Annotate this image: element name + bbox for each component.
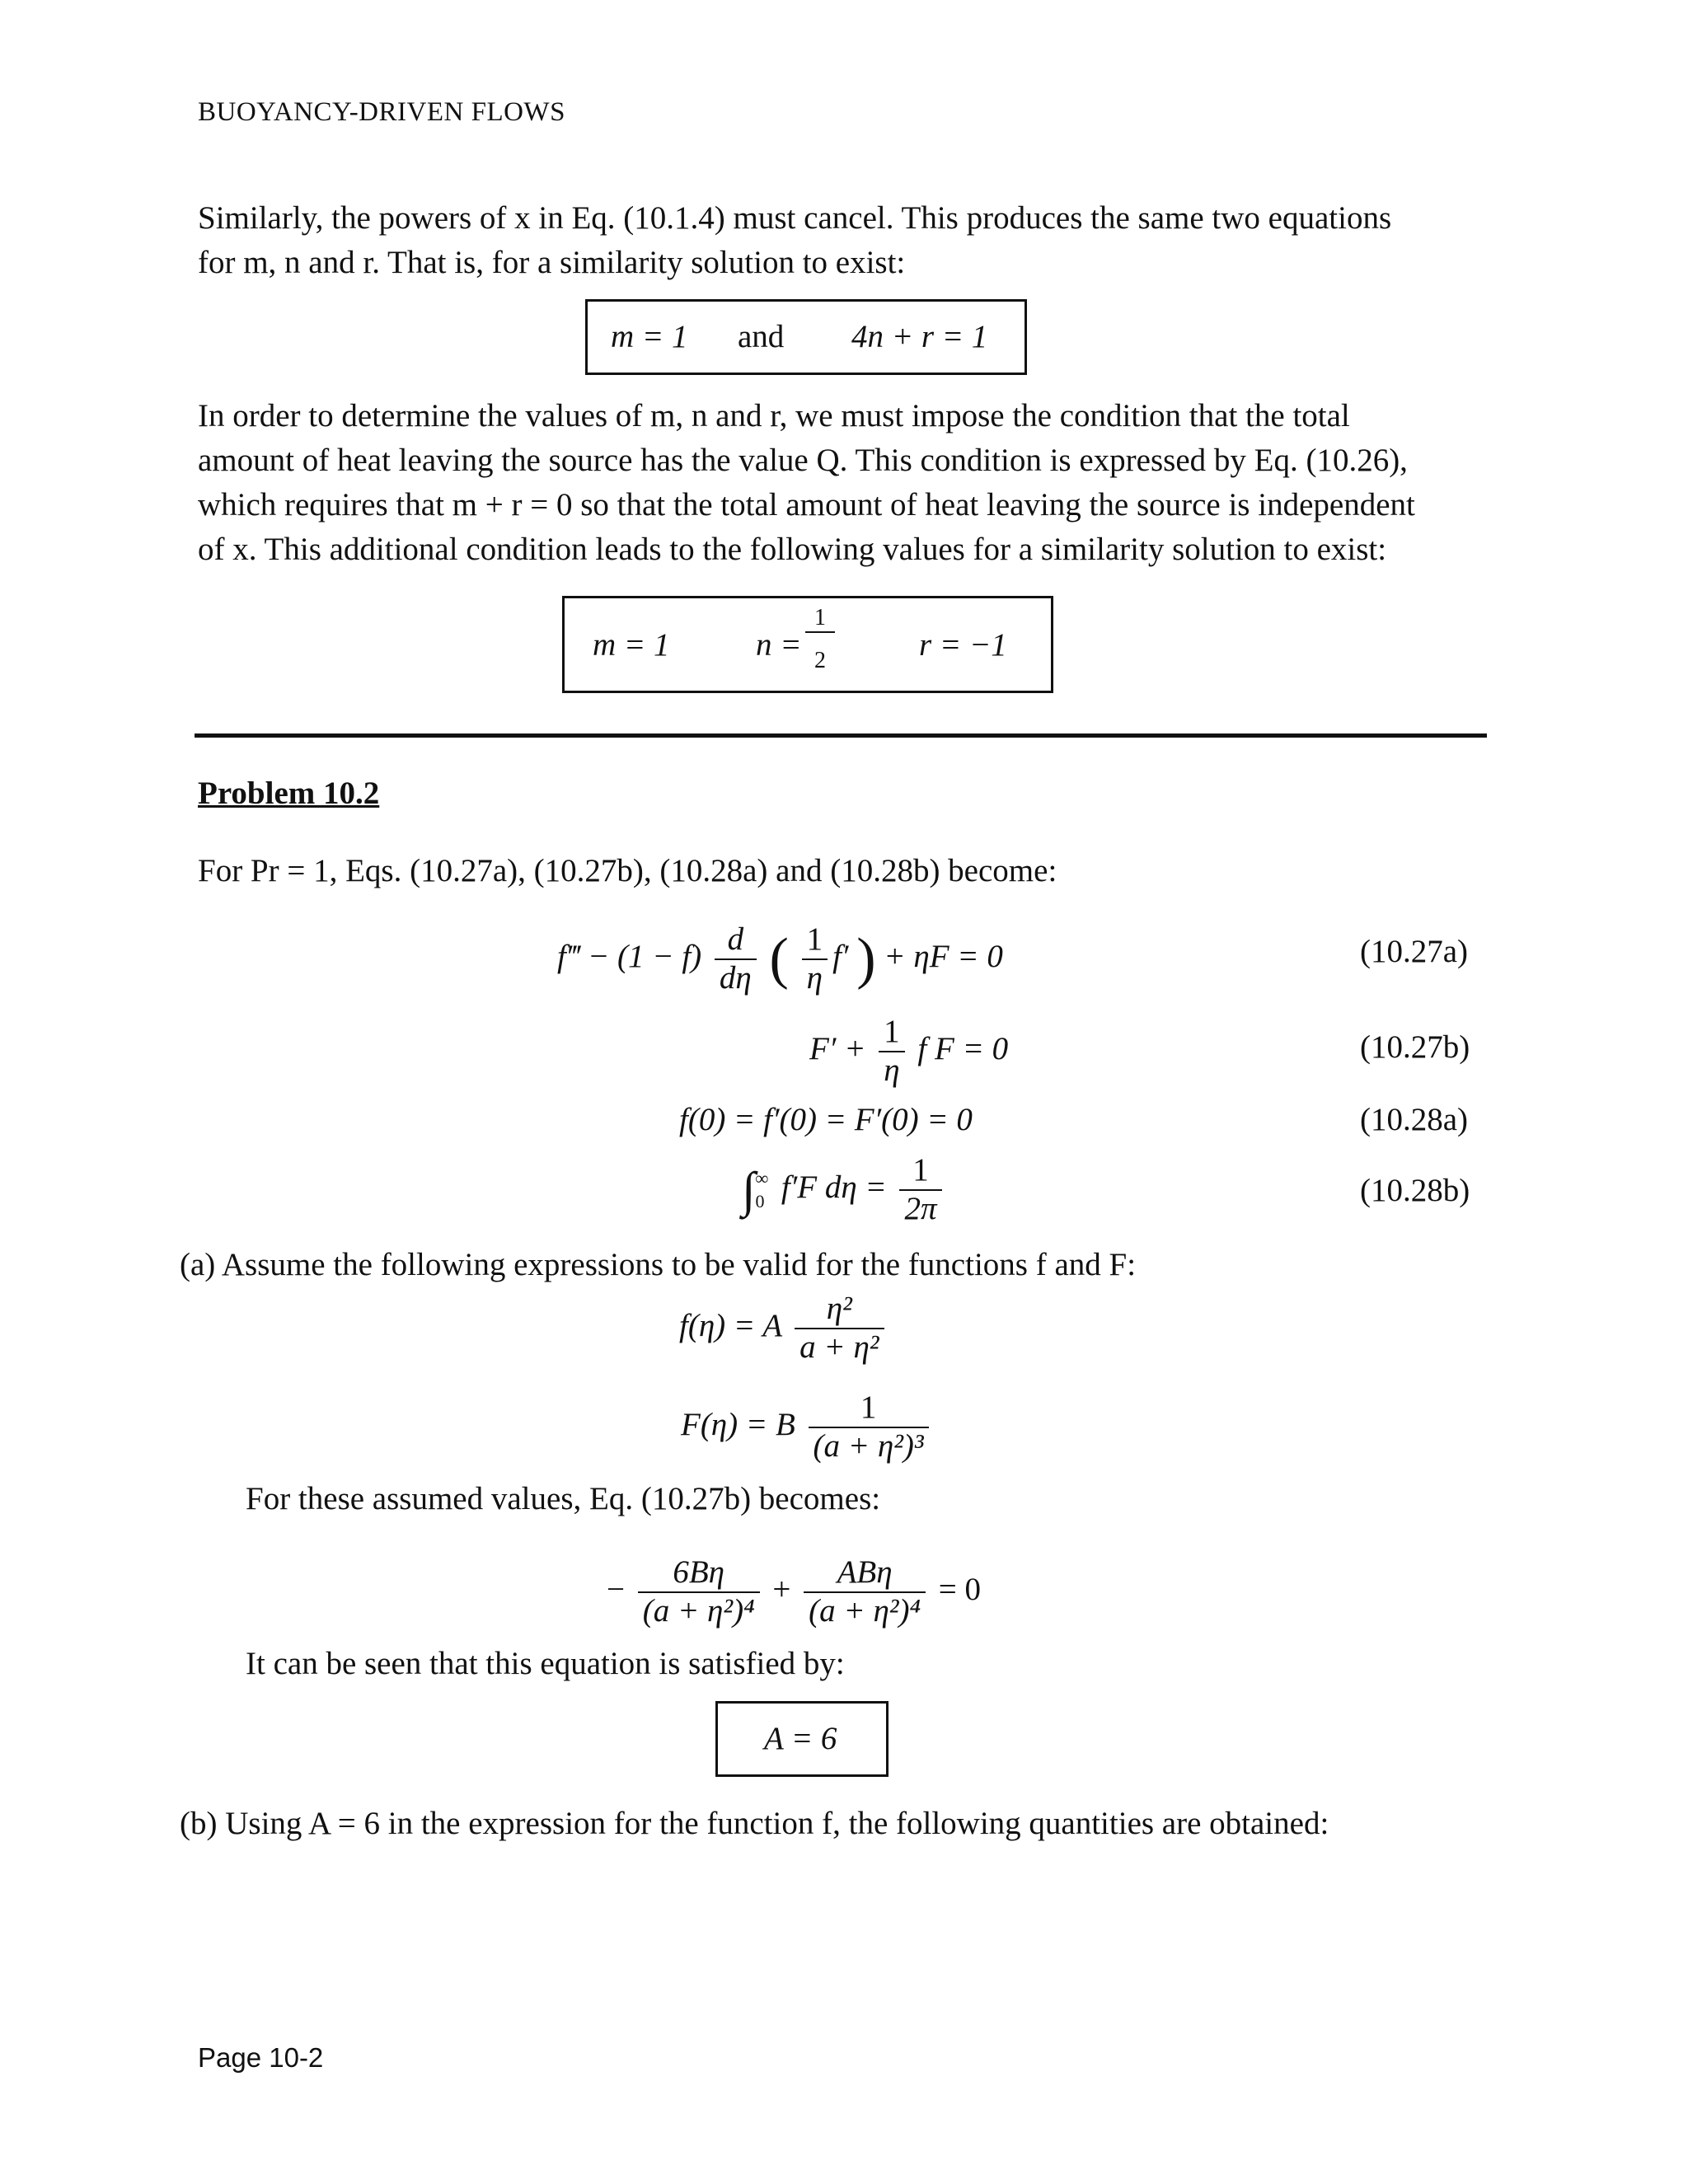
para1-line2: for m, n and r. That is, for a similarity solution to exist: bbox=[198, 245, 906, 280]
satisfied-text: It can be seen that this equation is satisfied by: bbox=[246, 1646, 845, 1681]
para2-line4: of x. This additional condition leads to the following values for a similarity solution to exist: bbox=[198, 532, 1387, 567]
paragraph-1 bbox=[198, 196, 1484, 285]
result-box-1 bbox=[585, 299, 1027, 375]
eq27a-lhs: f‴ − (1 − f) bbox=[557, 938, 702, 974]
section-divider bbox=[195, 733, 1487, 738]
result-box-2 bbox=[562, 596, 1053, 693]
one-over-two-pi: $\frac{1}{2\pi}$ bbox=[899, 1152, 941, 1228]
eqnum-10-27a: (10.27a) bbox=[1360, 934, 1469, 969]
problem-title: Problem 10.2 bbox=[198, 776, 380, 811]
eqnum-10-28b: (10.28b) bbox=[1360, 1173, 1470, 1208]
term2-fraction: $\frac{\text{ABη}}{\text{(a + η²)⁴}}$ bbox=[804, 1554, 926, 1630]
equation-substituted: − $\frac{6B\eta}{\text{(a + η²)⁴}}$ + $\frac{\text{ABη}}{\text{(a + η²)⁴}}$ = 0 bbox=[607, 1554, 982, 1629]
eq27b-lhs: F′ + bbox=[809, 1030, 866, 1066]
box3-value: A = 6 bbox=[764, 1721, 837, 1756]
eq27a-rest: + ηF = 0 bbox=[884, 938, 1003, 974]
box2-n-den: 2 bbox=[814, 648, 826, 673]
equation-10-28b: ∫ ∞ 0 f′F dη = $\frac{1}{2\pi}$ bbox=[742, 1152, 947, 1228]
integral-sign: ∫ bbox=[742, 1162, 756, 1217]
box2-n-num: 1 bbox=[805, 605, 835, 633]
d-deta-fraction: $\frac{d}{d\eta}$ bbox=[715, 921, 757, 997]
becomes-text: For these assumed values, Eq. (10.27b) becomes: bbox=[246, 1481, 881, 1516]
paragraph-2 bbox=[198, 394, 1484, 572]
box1-relation: 4n + r = 1 bbox=[851, 319, 988, 354]
eq28b-lhs: f′F dη = bbox=[781, 1169, 887, 1205]
eq27b-rest: f F = 0 bbox=[917, 1030, 1009, 1066]
eqnum-10-28a: (10.28a) bbox=[1360, 1102, 1469, 1137]
equation-10-28a: f(0) = f′(0) = F′(0) = 0 bbox=[679, 1102, 973, 1137]
equation-10-27b bbox=[809, 1014, 1008, 1090]
f-expr-fraction: $\frac{\text{η²}}{\text{a + η²}}$ bbox=[795, 1291, 884, 1366]
equation-10-27a: f‴ − (1 − f) $\frac{d}{d\eta}$ ( $\frac{1}{\eta}$ f′ ) + ηF = 0 bbox=[557, 921, 1003, 996]
page-number: Page 10-2 bbox=[198, 2042, 324, 2073]
box2-m: m = 1 bbox=[593, 627, 670, 663]
one-over-eta-2: $\frac{1}{\eta}$ bbox=[879, 1014, 905, 1090]
one-over-eta: $\frac{1}{\eta}$ bbox=[802, 921, 828, 997]
box2-n: n = bbox=[756, 627, 802, 663]
eq-b-rhs: = 0 bbox=[938, 1571, 982, 1607]
para2-line3: which requires that m + r = 0 so that the total amount of heat leaving the source is independent bbox=[198, 487, 1415, 523]
result-box-3 bbox=[715, 1701, 889, 1777]
box2-r: r = −1 bbox=[919, 627, 1007, 663]
running-header: BUOYANCY-DRIVEN FLOWS bbox=[198, 97, 565, 127]
para2-line1: In order to determine the values of m, n and r, we must impose the condition that the total bbox=[198, 398, 1350, 434]
box1-m: m = 1 bbox=[611, 319, 688, 354]
F-expr-lhs: F(η) = B bbox=[681, 1406, 795, 1442]
eqnum-10-27b: (10.27b) bbox=[1360, 1029, 1470, 1065]
F-expr-fraction: $\frac{1}{\text{(a + η²)³}}$ bbox=[809, 1390, 929, 1465]
problem-intro: For Pr = 1, Eqs. (10.27a), (10.27b), (10.28a) and (10.28b) become: bbox=[198, 853, 1057, 888]
para2-line2: amount of heat leaving the source has the value Q. This condition is expressed by Eq. (10.26), bbox=[198, 443, 1408, 478]
part-a-intro: (a) Assume the following expressions to be valid for the functions f and F: bbox=[180, 1247, 1137, 1282]
f-expression bbox=[679, 1291, 889, 1366]
para1-line1: Similarly, the powers of x in Eq. (10.1.4) must cancel. This produces the same two equations bbox=[198, 200, 1392, 236]
part-b-text: (b) Using A = 6 in the expression for the function f, the following quantities are obtained: bbox=[180, 1806, 1329, 1841]
f-expr-lhs: f(η) = A bbox=[679, 1307, 782, 1343]
term1-fraction: $\frac{6B\eta}{\text{(a + η²)⁴}}$ bbox=[638, 1554, 760, 1630]
F-expression bbox=[681, 1390, 934, 1465]
box1-and: and bbox=[738, 319, 785, 354]
